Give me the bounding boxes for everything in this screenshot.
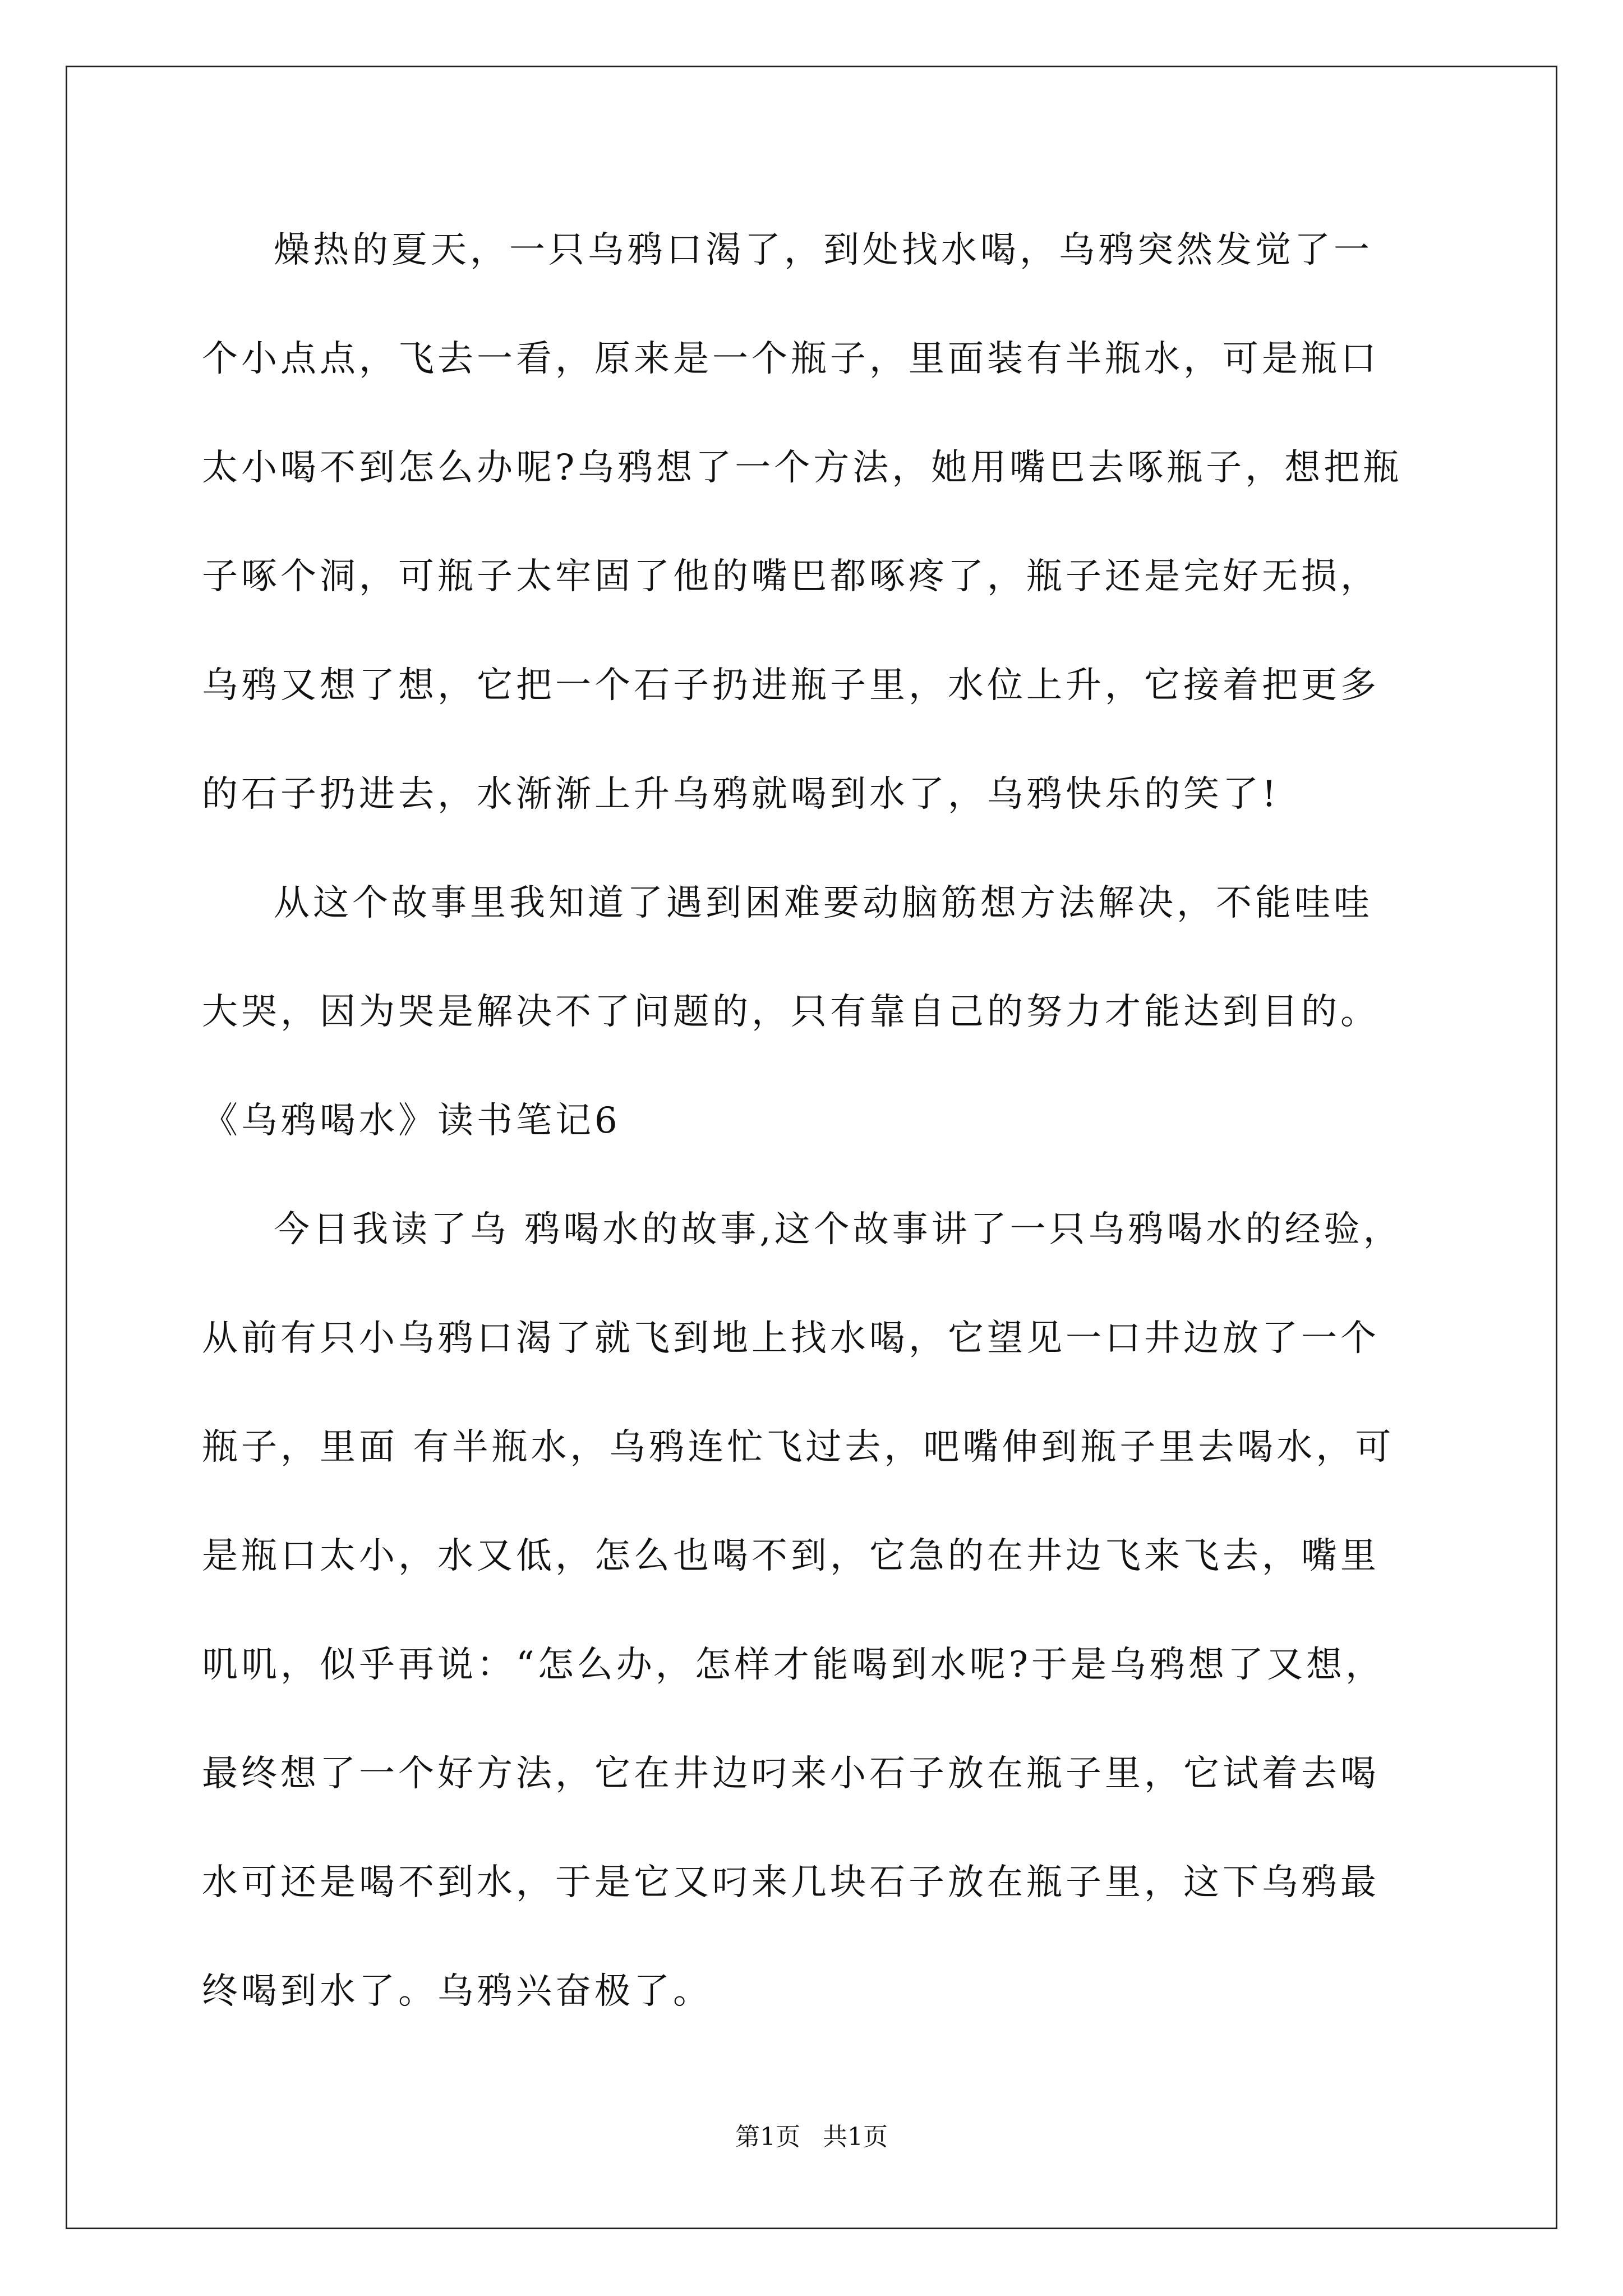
text-line: 从前有只小乌鸦口渴了就飞到地上找水喝，它望见一口井边放了一个: [202, 1318, 1380, 1359]
text-line: 最终想了一个好方法，它在井边叼来小石子放在瓶子里，它试着去喝: [202, 1753, 1380, 1795]
page-footer: [0, 2120, 1623, 2154]
page-number-total: 共1页: [823, 2123, 888, 2151]
page-number-current: 第1页: [735, 2123, 800, 2151]
text-line: 从这个故事里我知道了遇到困难要动脑筋想方法解决，不能哇哇: [274, 882, 1373, 924]
text-line: 的石子扔进去，水渐渐上升乌鸦就喝到水了，乌鸦快乐的笑了!: [202, 774, 1280, 815]
text-line: 叽叽，似乎再说：“怎么办，怎样才能喝到水呢?于是乌鸦想了又想，: [202, 1644, 1385, 1686]
text-line: 水可还是喝不到水，于是它又叼来几块石子放在瓶子里，这下乌鸦最: [202, 1862, 1380, 1903]
text-line: 大哭，因为哭是解决不了问题的，只有靠自己的努力才能达到目的。: [202, 991, 1380, 1033]
text-line: 终喝到水了。乌鸦兴奋极了。: [202, 1971, 712, 2012]
text-line: 个小点点，飞去一看，原来是一个瓶子，里面装有半瓶水，可是瓶口: [202, 338, 1380, 380]
text-line: 太小喝不到怎么办呢?乌鸦想了一个方法，她用嘴巴去啄瓶子，想把瓶: [202, 447, 1403, 489]
section-heading: 《乌鸦喝水》读书笔记6: [202, 1100, 621, 1142]
text-line: 乌鸦又想了想，它把一个石子扔进瓶子里，水位上升，它接着把更多: [202, 665, 1380, 706]
text-line: 是瓶口太小，水又低，怎么也喝不到，它急的在井边飞来飞去，嘴里: [202, 1535, 1380, 1577]
text-line: 燥热的夏天，一只乌鸦口渴了，到处找水喝，乌鸦突然发觉了一: [274, 229, 1373, 271]
text-line: 今日我读了乌 鸦喝水的故事,这个故事讲了一只乌鸦喝水的经验，: [274, 1209, 1403, 1250]
text-line: 瓶子，里面 有半瓶水，乌鸦连忙飞过去，吧嘴伸到瓶子里去喝水，可: [202, 1427, 1395, 1468]
text-line: 子啄个洞，可瓶子太牢固了他的嘴巴都啄疼了，瓶子还是完好无损，: [202, 556, 1380, 597]
